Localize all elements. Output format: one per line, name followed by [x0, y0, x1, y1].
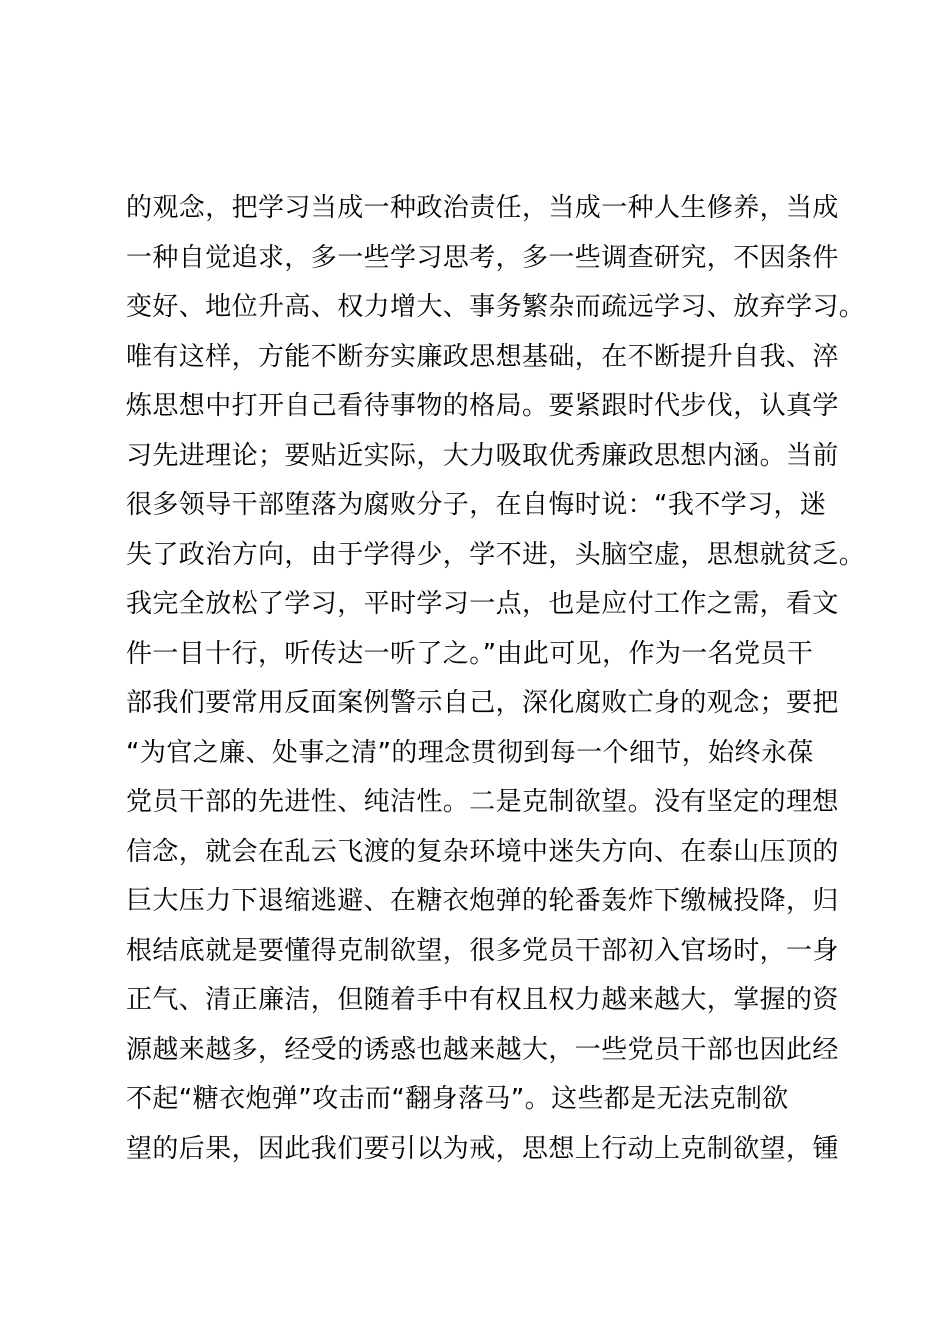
text-line: 习先进理论；要贴近实际，大力吸取优秀廉政思想内涵。当前 — [126, 440, 839, 471]
text-line: 的观念，把学习当成一种政治责任，当成一种人生修养，当成 — [126, 193, 839, 223]
text-line: 信念，就会在乱云飞渡的复杂环境中迷失方向、在泰山压顶的 — [126, 836, 839, 867]
text-line: 变好、地位升高、权力增大、事务繁杂而疏远学习、放弃学习。 — [126, 292, 866, 322]
text-line: 我完全放松了学习，平时学习一点，也是应付工作之需，看文 — [126, 589, 839, 619]
text-line: 不起“糖衣炮弹”攻击而“翻身落马”。这些都是无法克制欲 — [126, 1084, 789, 1114]
text-line: 很多领导干部堕落为腐败分子，在自悔时说：“我不学习，迷 — [126, 490, 827, 520]
text-line: 根结底就是要懂得克制欲望，很多党员干部初入官场时，一身 — [126, 935, 839, 966]
text-line: 望的后果，因此我们要引以为戒，思想上行动上克制欲望，锺 — [126, 1133, 839, 1164]
text-line: 党员干部的先进性、纯洁性。二是克制欲望。没有坚定的理想 — [126, 787, 839, 817]
text-line: 失了政治方向，由于学得少，学不进，头脑空虚，思想就贫乏。 — [126, 539, 866, 570]
text-line: 部我们要常用反面案例警示自己，深化腐败亡身的观念；要把 — [126, 688, 839, 718]
body-text — [126, 184, 866, 1174]
text-line: 源越来越多，经受的诱惑也越来越大，一些党员干部也因此经 — [126, 1034, 839, 1065]
text-line: 巨大压力下退缩逃避、在糖衣炮弹的轮番轰炸下缴械投降，归 — [126, 886, 839, 916]
text-line: “为官之廉、处事之清”的理念贯彻到每一个细节，始终永葆 — [126, 737, 814, 768]
text-line: 件一目十行，听传达一听了之。”由此可见，作为一名党员干 — [126, 638, 814, 669]
text-line: 一种自觉追求，多一些学习思考，多一些调查研究，不因条件 — [126, 242, 839, 273]
text-line: 正气、清正廉洁，但随着手中有权且权力越来越大，掌握的资 — [126, 985, 839, 1015]
text-line: 炼思想中打开自己看待事物的格局。要紧跟时代步伐，认真学 — [126, 391, 839, 421]
text-line: 唯有这样，方能不断夯实廉政思想基础，在不断提升自我、淬 — [126, 341, 839, 372]
